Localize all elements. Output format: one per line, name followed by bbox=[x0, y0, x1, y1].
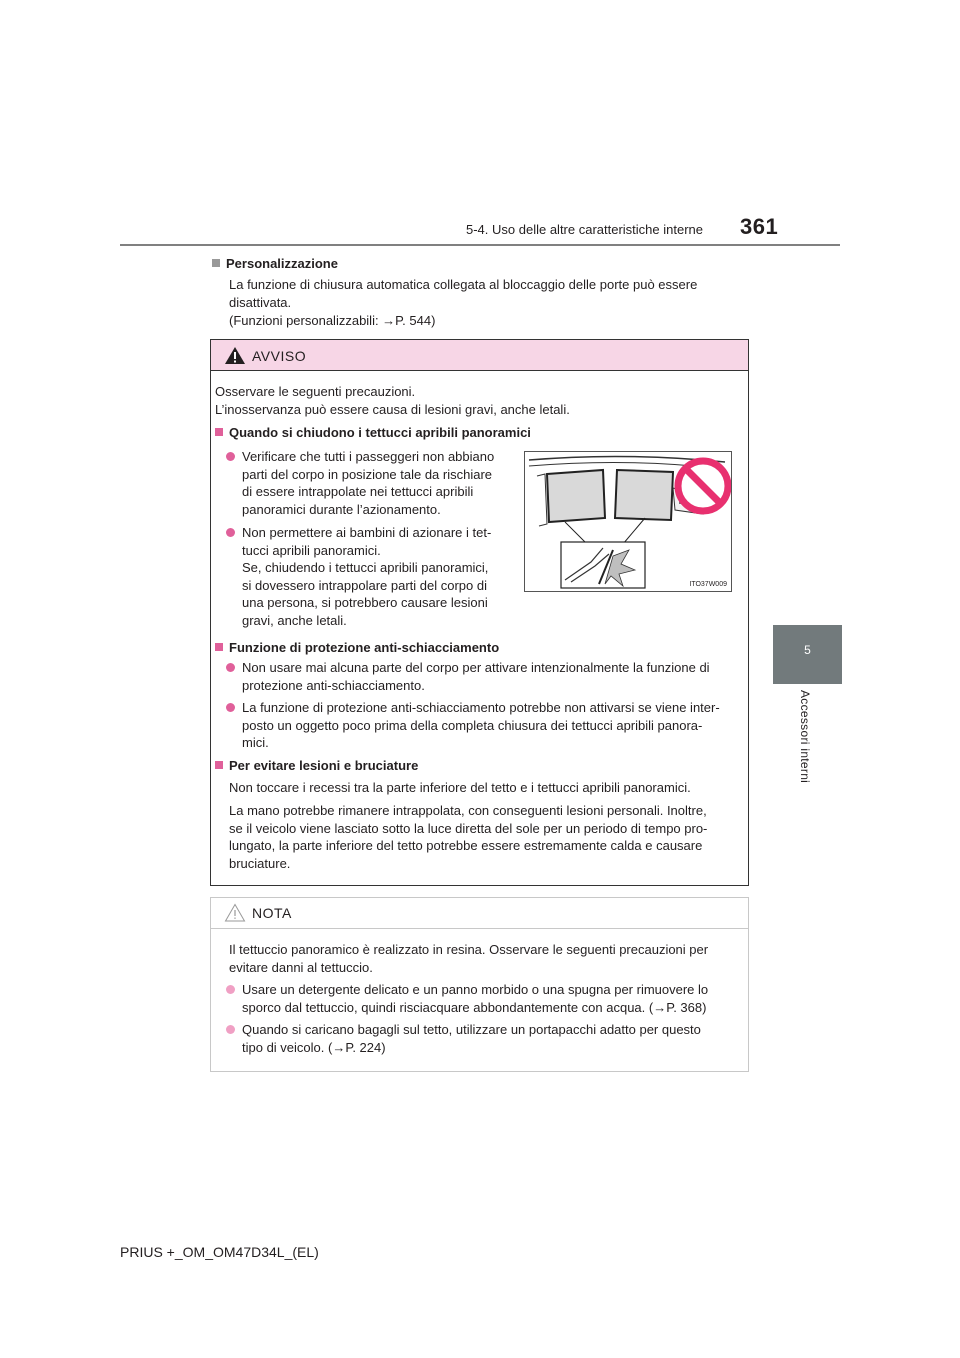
text-line: panoramici durante l’azionamento. bbox=[242, 501, 441, 517]
warning-title: AVVISO bbox=[252, 348, 307, 364]
circle-bullet-icon bbox=[226, 1025, 235, 1034]
note-title: NOTA bbox=[252, 905, 292, 921]
warning-triangle-icon bbox=[224, 346, 246, 365]
page-number: 361 bbox=[740, 214, 779, 239]
note-bullet-2 bbox=[226, 1021, 744, 1056]
text-line: Il tettuccio panoramico è realizzato in resina. Osservare le seguenti precauzioni per bbox=[229, 942, 709, 957]
square-bullet-icon bbox=[215, 643, 223, 651]
circle-bullet-icon bbox=[226, 528, 235, 537]
chapter-number: 5 bbox=[804, 643, 811, 657]
header-divider bbox=[120, 244, 840, 246]
circle-bullet-icon bbox=[226, 452, 235, 461]
personalization-line-3: (Funzioni personalizzabili: →P. 544) bbox=[229, 313, 436, 328]
document-code: PRIUS +_OM_OM47D34L_(EL) bbox=[120, 1244, 319, 1260]
text-line: Verificare che tutti i passeggeri non abbiano bbox=[242, 449, 495, 464]
sunroof-hand-warning-drawing bbox=[525, 452, 731, 591]
text-line: Non permettere ai bambini di azionare i tet- bbox=[242, 525, 492, 540]
text-line: sporco dal tettuccio, quindi risciacquare abbondantemente con acqua. (→P. 368) bbox=[242, 999, 707, 1015]
square-bullet-icon bbox=[215, 761, 223, 769]
text-line: gravi, anche letali. bbox=[242, 612, 347, 628]
warning-intro-1: Osservare le seguenti precauzioni. bbox=[215, 384, 416, 399]
circle-bullet-icon bbox=[226, 663, 235, 672]
warning-section-2-heading bbox=[215, 639, 499, 657]
text-line: mici. bbox=[242, 735, 269, 750]
note-intro bbox=[229, 941, 738, 976]
warning-s3-paragraph-2 bbox=[229, 802, 738, 872]
text-line: Quando si caricano bagagli sul tetto, utilizzare un portapacchi adatto per questo bbox=[242, 1022, 701, 1037]
warning-s2-bullet-1 bbox=[226, 659, 744, 694]
circle-bullet-icon bbox=[226, 985, 235, 994]
warning-intro-2: L’inosservanza può essere causa di lesioni gravi, anche letali. bbox=[215, 402, 570, 417]
text-line: bruciature. bbox=[229, 855, 291, 871]
text-line: tipo di veicolo. (→P. 224) bbox=[242, 1039, 386, 1055]
text-line: La funzione di protezione anti-schiacciamento potrebbe non attivarsi se viene inter- bbox=[242, 700, 720, 715]
text-line: si dovessero intrappolare parti del corpo di bbox=[242, 577, 487, 593]
warning-section-3-heading bbox=[215, 757, 418, 775]
text-line: se il veicolo viene lasciato sotto la luce diretta del sole per un periodo di tempo pro- bbox=[229, 820, 708, 836]
text-line: protezione anti-schiacciamento. bbox=[242, 677, 425, 693]
warning-section-2-title: Funzione di protezione anti-schiacciamento bbox=[229, 640, 500, 655]
caution-outline-icon bbox=[224, 903, 246, 922]
warning-section-3-title: Per evitare lesioni e bruciature bbox=[229, 758, 419, 773]
text-line: Usare un detergente delicato e un panno morbido o una spugna per rimuovere lo bbox=[242, 982, 709, 997]
text-line: parti del corpo in posizione tale da rischiare bbox=[242, 466, 493, 482]
personalization-line-2: disattivata. bbox=[229, 295, 292, 310]
note-bullet-1 bbox=[226, 981, 744, 1016]
personalization-title: Personalizzazione bbox=[226, 256, 338, 271]
text-line: posto un oggetto poco prima della completa chiusura dei tettucci apribili panora- bbox=[242, 717, 703, 733]
text-line: evitare danni al tettuccio. bbox=[229, 959, 373, 975]
sunroof-illustration bbox=[524, 451, 732, 592]
illustration-code: ITO37W009 bbox=[689, 581, 727, 588]
warning-section-1-title: Quando si chiudono i tettucci apribili panoramici bbox=[229, 425, 531, 440]
chapter-label: Accessori interni bbox=[798, 690, 812, 784]
square-bullet-icon bbox=[215, 428, 223, 436]
circle-bullet-icon bbox=[226, 703, 235, 712]
warning-section-1-heading bbox=[215, 424, 531, 442]
warning-s1-bullet-1 bbox=[226, 448, 514, 518]
text-line: una persona, si potrebbero causare lesioni bbox=[242, 595, 488, 610]
warning-s2-bullet-2 bbox=[226, 699, 744, 752]
warning-s3-paragraph-1: Non toccare i recessi tra la parte inferiore del tetto e i tettucci apribili panoramici. bbox=[229, 780, 691, 795]
text-line: tucci apribili panoramici. bbox=[242, 542, 381, 558]
text-line: lungato, la parte inferiore del tetto potrebbe essere estremamente calda e causare bbox=[229, 838, 703, 853]
section-title: 5-4. Uso delle altre caratteristiche interne bbox=[466, 222, 704, 237]
text-line: La mano potrebbe rimanere intrappolata, con conseguenti lesioni personali. Inoltre, bbox=[229, 803, 707, 818]
text-line: di essere intrappolate nei tettucci apribili bbox=[242, 484, 474, 499]
personalization-line-1: La funzione di chiusura automatica collegata al bloccaggio delle porte può essere bbox=[229, 277, 698, 292]
square-bullet-icon bbox=[212, 259, 220, 267]
warning-s1-bullet-2 bbox=[226, 524, 514, 629]
text-line: Non usare mai alcuna parte del corpo per attivare intenzionalmente la funzione di bbox=[242, 660, 710, 675]
text-line: Se, chiudendo i tettucci apribili panoramici, bbox=[242, 560, 489, 575]
personalization-heading bbox=[212, 255, 338, 273]
